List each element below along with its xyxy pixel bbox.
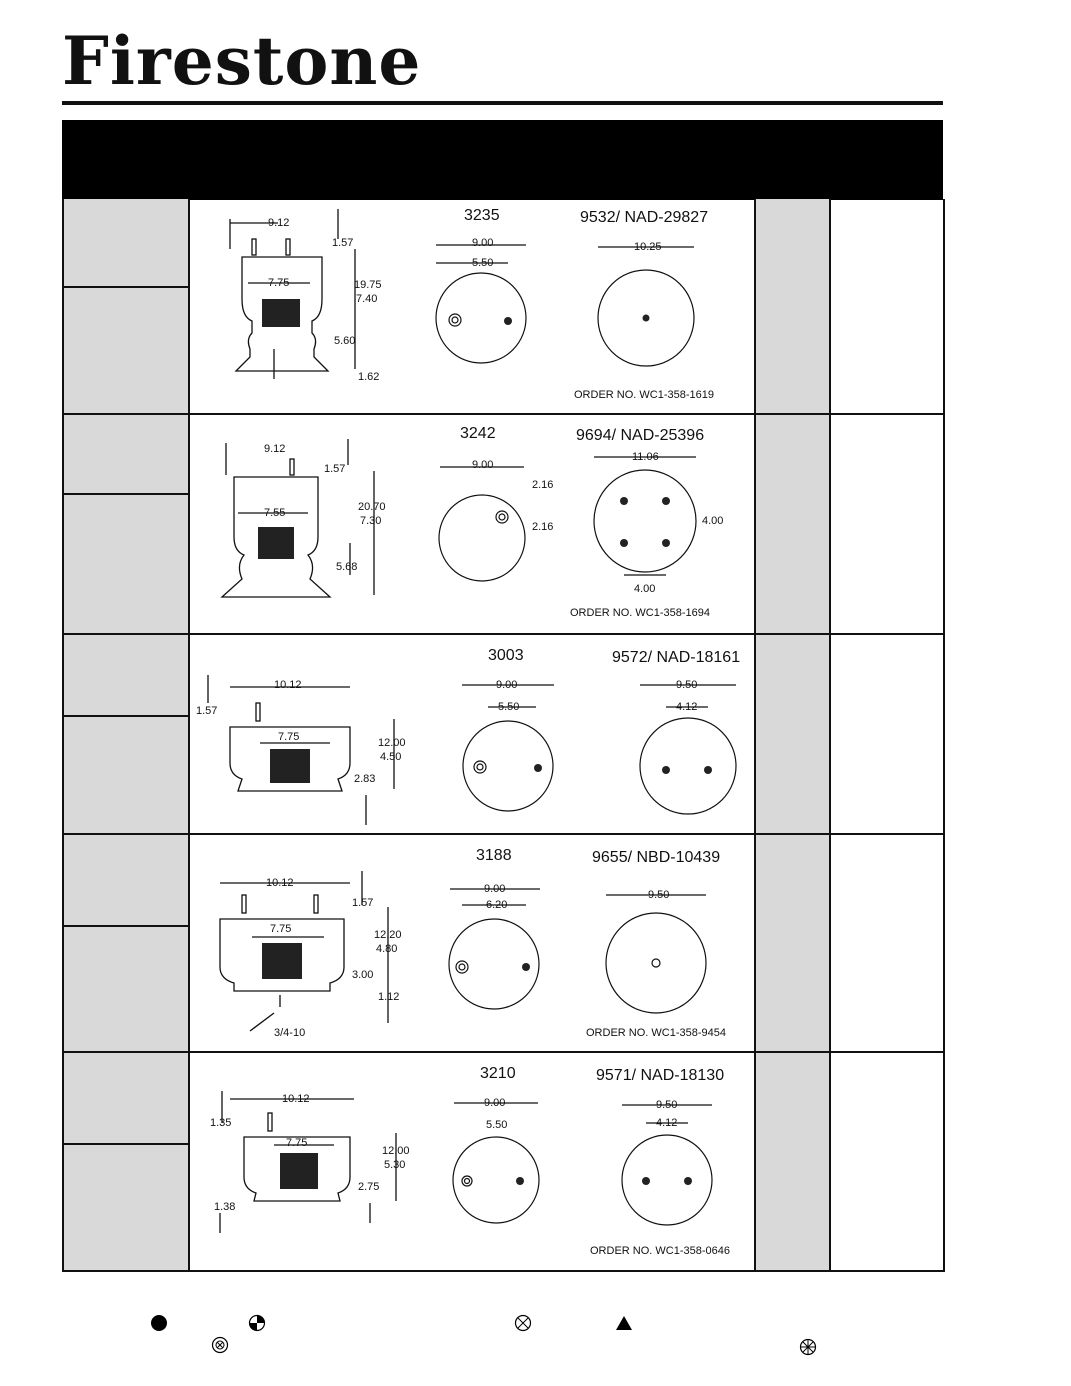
row-divider: [64, 1143, 188, 1145]
order-number: ORDER NO. WC1-358-1694: [570, 607, 710, 619]
dimension-label: 7.75: [286, 1137, 308, 1149]
header-banner: [62, 120, 943, 200]
order-number: ORDER NO. WC1-358-9454: [586, 1027, 726, 1039]
dimension-label: 6.20: [486, 899, 508, 911]
double-circle-icon: [211, 1336, 229, 1357]
part-row-3188: [190, 835, 754, 1051]
dimension-label: 1.62: [358, 371, 380, 383]
asterisk-circle-icon: [799, 1338, 817, 1359]
dimension-label: 5.50: [486, 1119, 508, 1131]
part-row-3210: [190, 1053, 754, 1270]
dimension-label: 4.00: [702, 515, 724, 527]
header-rule: [62, 101, 943, 105]
parts-table: [62, 199, 945, 1272]
assembly-number: 9571/ NAD-18130: [596, 1067, 725, 1084]
crossed-circle-icon: [514, 1314, 532, 1335]
dimension-label: 10.12: [282, 1093, 310, 1105]
row-divider: [64, 493, 188, 495]
part-row-3242: [190, 415, 754, 633]
dimension-label: 10.12: [274, 679, 302, 691]
dimension-label: 11.06: [632, 451, 659, 463]
dimension-label: 5.30: [384, 1159, 406, 1171]
dimension-label: 4.12: [676, 701, 698, 713]
dimension-label: 2.83: [354, 773, 376, 785]
dimension-label: 7.55: [264, 507, 286, 519]
style-number: 3188: [476, 847, 512, 864]
dimension-label: 7.30: [360, 515, 382, 527]
dimension-label: 2.16: [532, 479, 554, 491]
dimension-label: 3/4-10: [274, 1027, 306, 1039]
dimension-label: 9.50: [676, 679, 698, 691]
top-plate-drawing: [190, 835, 754, 1051]
dimension-label: 12.00: [382, 1145, 410, 1157]
dimension-label: 9.50: [656, 1099, 678, 1111]
dimension-label: 9.12: [264, 443, 286, 455]
top-plate-drawing: [190, 199, 754, 413]
row-divider: [64, 715, 188, 717]
dimension-label: 2.75: [358, 1181, 380, 1193]
firestone-logo: Firestone: [62, 22, 422, 100]
dimension-label: 7.75: [278, 731, 300, 743]
dimension-label: 5.60: [334, 335, 356, 347]
dimension-label: 2.16: [532, 521, 554, 533]
dimension-label: 10.25: [634, 241, 662, 253]
dimension-label: 7.75: [268, 277, 290, 289]
dimension-label: 12.00: [378, 737, 406, 749]
dimension-label: 1.57: [352, 897, 374, 909]
part-row-3003: [190, 635, 754, 833]
dimension-label: 20.70: [358, 501, 386, 513]
dimension-label: 1.57: [324, 463, 346, 475]
row-divider: [64, 925, 188, 927]
dimension-label: 7.75: [270, 923, 292, 935]
order-number: ORDER NO. WC1-358-0646: [590, 1245, 730, 1257]
dimension-label: 1.38: [214, 1201, 236, 1213]
dimension-label: 7.40: [356, 293, 378, 305]
assembly-number: 9694/ NAD-25396: [576, 427, 705, 444]
style-number: 3003: [488, 647, 524, 664]
dimension-label: 3.00: [352, 969, 374, 981]
top-plate-drawing: [190, 635, 754, 833]
row-divider: [64, 286, 188, 288]
part-row-3235: [190, 199, 754, 413]
dimension-label: 10.12: [266, 877, 294, 889]
dimension-label: 19.75: [354, 279, 382, 291]
dimension-label: 1.12: [378, 991, 400, 1003]
style-number: 3235: [464, 207, 500, 224]
dimension-label: 9.50: [648, 889, 670, 901]
filled-dot-icon: [150, 1314, 168, 1335]
dimension-label: 4.00: [634, 583, 656, 595]
assembly-number: 9655/ NBD-10439: [592, 849, 721, 866]
dimension-label: 9.00: [484, 1097, 506, 1109]
dimension-label: 1.57: [332, 237, 354, 249]
dimension-label: 4.80: [376, 943, 398, 955]
dimension-label: 5.50: [472, 257, 494, 269]
top-plate-drawing: [190, 415, 754, 633]
dimension-label: 9.00: [496, 679, 518, 691]
triangle-icon: [615, 1314, 633, 1335]
top-plate-drawing: [190, 1053, 754, 1270]
dimension-label: 9.00: [484, 883, 506, 895]
dimension-label: 4.50: [380, 751, 402, 763]
dimension-label: 5.50: [498, 701, 520, 713]
quartered-dot-icon: [248, 1314, 266, 1335]
dimension-label: 1.35: [210, 1117, 232, 1129]
assembly-number: 9532/ NAD-29827: [580, 209, 709, 226]
dimension-label: 9.12: [268, 217, 290, 229]
dimension-label: 5.68: [336, 561, 358, 573]
style-number: 3210: [480, 1065, 516, 1082]
right-shaded-column: [754, 199, 831, 1270]
dimension-label: 12.20: [374, 929, 402, 941]
dimension-label: 4.12: [656, 1117, 678, 1129]
style-number: 3242: [460, 425, 496, 442]
left-column: [64, 199, 190, 1270]
order-number: ORDER NO. WC1-358-1619: [574, 389, 714, 401]
dimension-label: 1.57: [196, 705, 218, 717]
dimension-label: 9.00: [472, 237, 494, 249]
assembly-number: 9572/ NAD-18161: [612, 649, 741, 666]
dimension-label: 9.00: [472, 459, 494, 471]
